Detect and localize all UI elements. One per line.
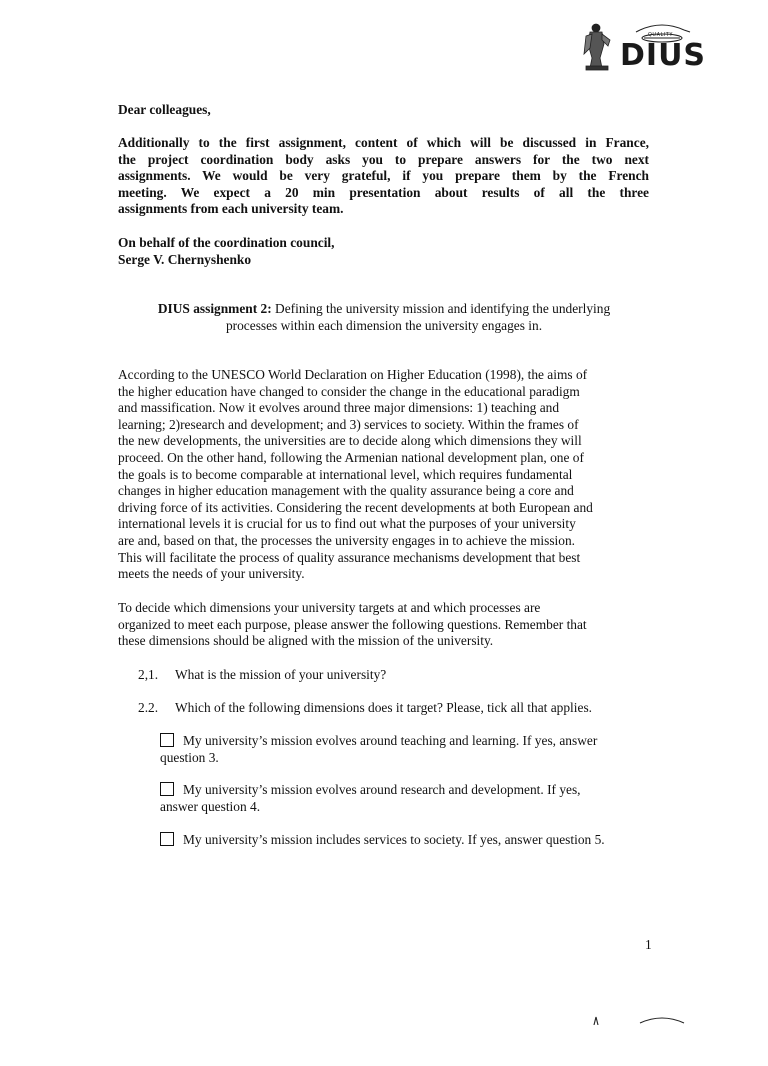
option-text: My university’s mission includes services to society. If yes, answer question 5.	[183, 832, 605, 847]
option-services	[160, 832, 660, 849]
assignment-label: DIUS assignment 2:	[157, 301, 272, 316]
paragraph-line: proceed. On the other hand, following the Armenian national development plan, one of	[118, 449, 584, 465]
paragraph-line: the goals is to become comparable at international level, which requires fundamental	[118, 466, 573, 482]
signature-block	[118, 235, 649, 268]
assignment-title: Defining the university mission and identifying the underlying	[271, 301, 611, 316]
letter-line: assignments from each university team.	[118, 201, 344, 217]
question-text: Which of the following dimensions does it target? Please, tick all that applies.	[175, 700, 592, 715]
paragraph-line: According to the UNESCO World Declaration on Higher Education (1998), the aims of	[118, 367, 588, 382]
signoff: On behalf of the coordination council,	[118, 235, 335, 250]
paragraph-line: learning; 2)research and development; and 3) services to society. Within the frames of	[118, 416, 579, 432]
logo-ribbon-text: QUALITY	[648, 32, 673, 38]
option-text: My university’s mission evolves around teaching and learning. If yes, answer	[183, 733, 598, 748]
paragraph-line: changes in higher education management with the quality assurance being a core and	[118, 483, 574, 499]
logo-wordmark: DIUS	[620, 38, 707, 73]
paragraph-line: are and, based on that, the processes the university engages in to achieve the mission.	[118, 532, 576, 548]
paragraph-line: and massification. Now it evolves around three major dimensions: 1) teaching and	[118, 400, 560, 416]
question-number: 2,1.	[138, 667, 159, 682]
paragraph-line: meets the needs of your university.	[118, 566, 305, 582]
letter-line: Additionally to the first assignment, content of which will be discussed in France,	[118, 135, 649, 150]
letter-line: assignments. We would be very grateful, if you prepare them by the French	[118, 168, 649, 184]
assignment-heading-line1	[110, 301, 658, 318]
option-text: My university’s mission evolves around research and development. If yes,	[183, 782, 581, 797]
paragraph-line: the higher education have changed to consider the change in the educational paradigm	[118, 383, 580, 399]
paragraph-line: the new developments, the universities are to decide along which dimensions they will	[118, 433, 582, 449]
paragraph-line: To decide which dimensions your university targets at and which processes are	[118, 600, 541, 615]
intro-paragraph	[118, 367, 649, 583]
paragraph-line: This will facilitate the process of quality assurance mechanisms development that best	[118, 549, 581, 565]
assignment-title-line2: processes within each dimension the university engages in.	[225, 317, 543, 333]
question-text: What is the mission of your university?	[175, 667, 387, 682]
instructions-paragraph	[118, 600, 649, 650]
next-page-logo-graphic	[582, 1013, 708, 1025]
paragraph-line: international levels it is crucial for us to find out what the purposes of your university	[118, 516, 576, 532]
letter-line: the project coordination body asks you to prepare answers for the two next	[118, 151, 649, 167]
paragraph-line: organized to meet each purpose, please answer the following questions. Remember that	[118, 616, 587, 632]
option-research	[160, 782, 660, 815]
assignment-heading	[110, 301, 658, 334]
signer-name: Serge V. Chernyshenko	[118, 251, 252, 267]
salutation: Dear colleagues,	[118, 102, 211, 117]
paragraph-line: these dimensions should be aligned with the mission of the university.	[118, 633, 494, 649]
question-2-1	[138, 667, 387, 684]
option-text-cont: question 3.	[160, 749, 219, 765]
next-page-logo	[582, 1012, 708, 1066]
option-teaching	[160, 733, 660, 766]
question-number: 2.2.	[138, 700, 159, 715]
dius-logo	[582, 18, 708, 72]
page-number: 1	[645, 937, 652, 952]
paragraph-line: driving force of its activities. Considering the recent developments at both European and	[118, 499, 593, 515]
option-text-cont: answer question 4.	[160, 798, 261, 814]
question-2-2	[138, 700, 592, 717]
letter-body	[118, 135, 649, 218]
letter-line: meeting. We expect a 20 min presentation about results of all the three	[118, 184, 649, 200]
